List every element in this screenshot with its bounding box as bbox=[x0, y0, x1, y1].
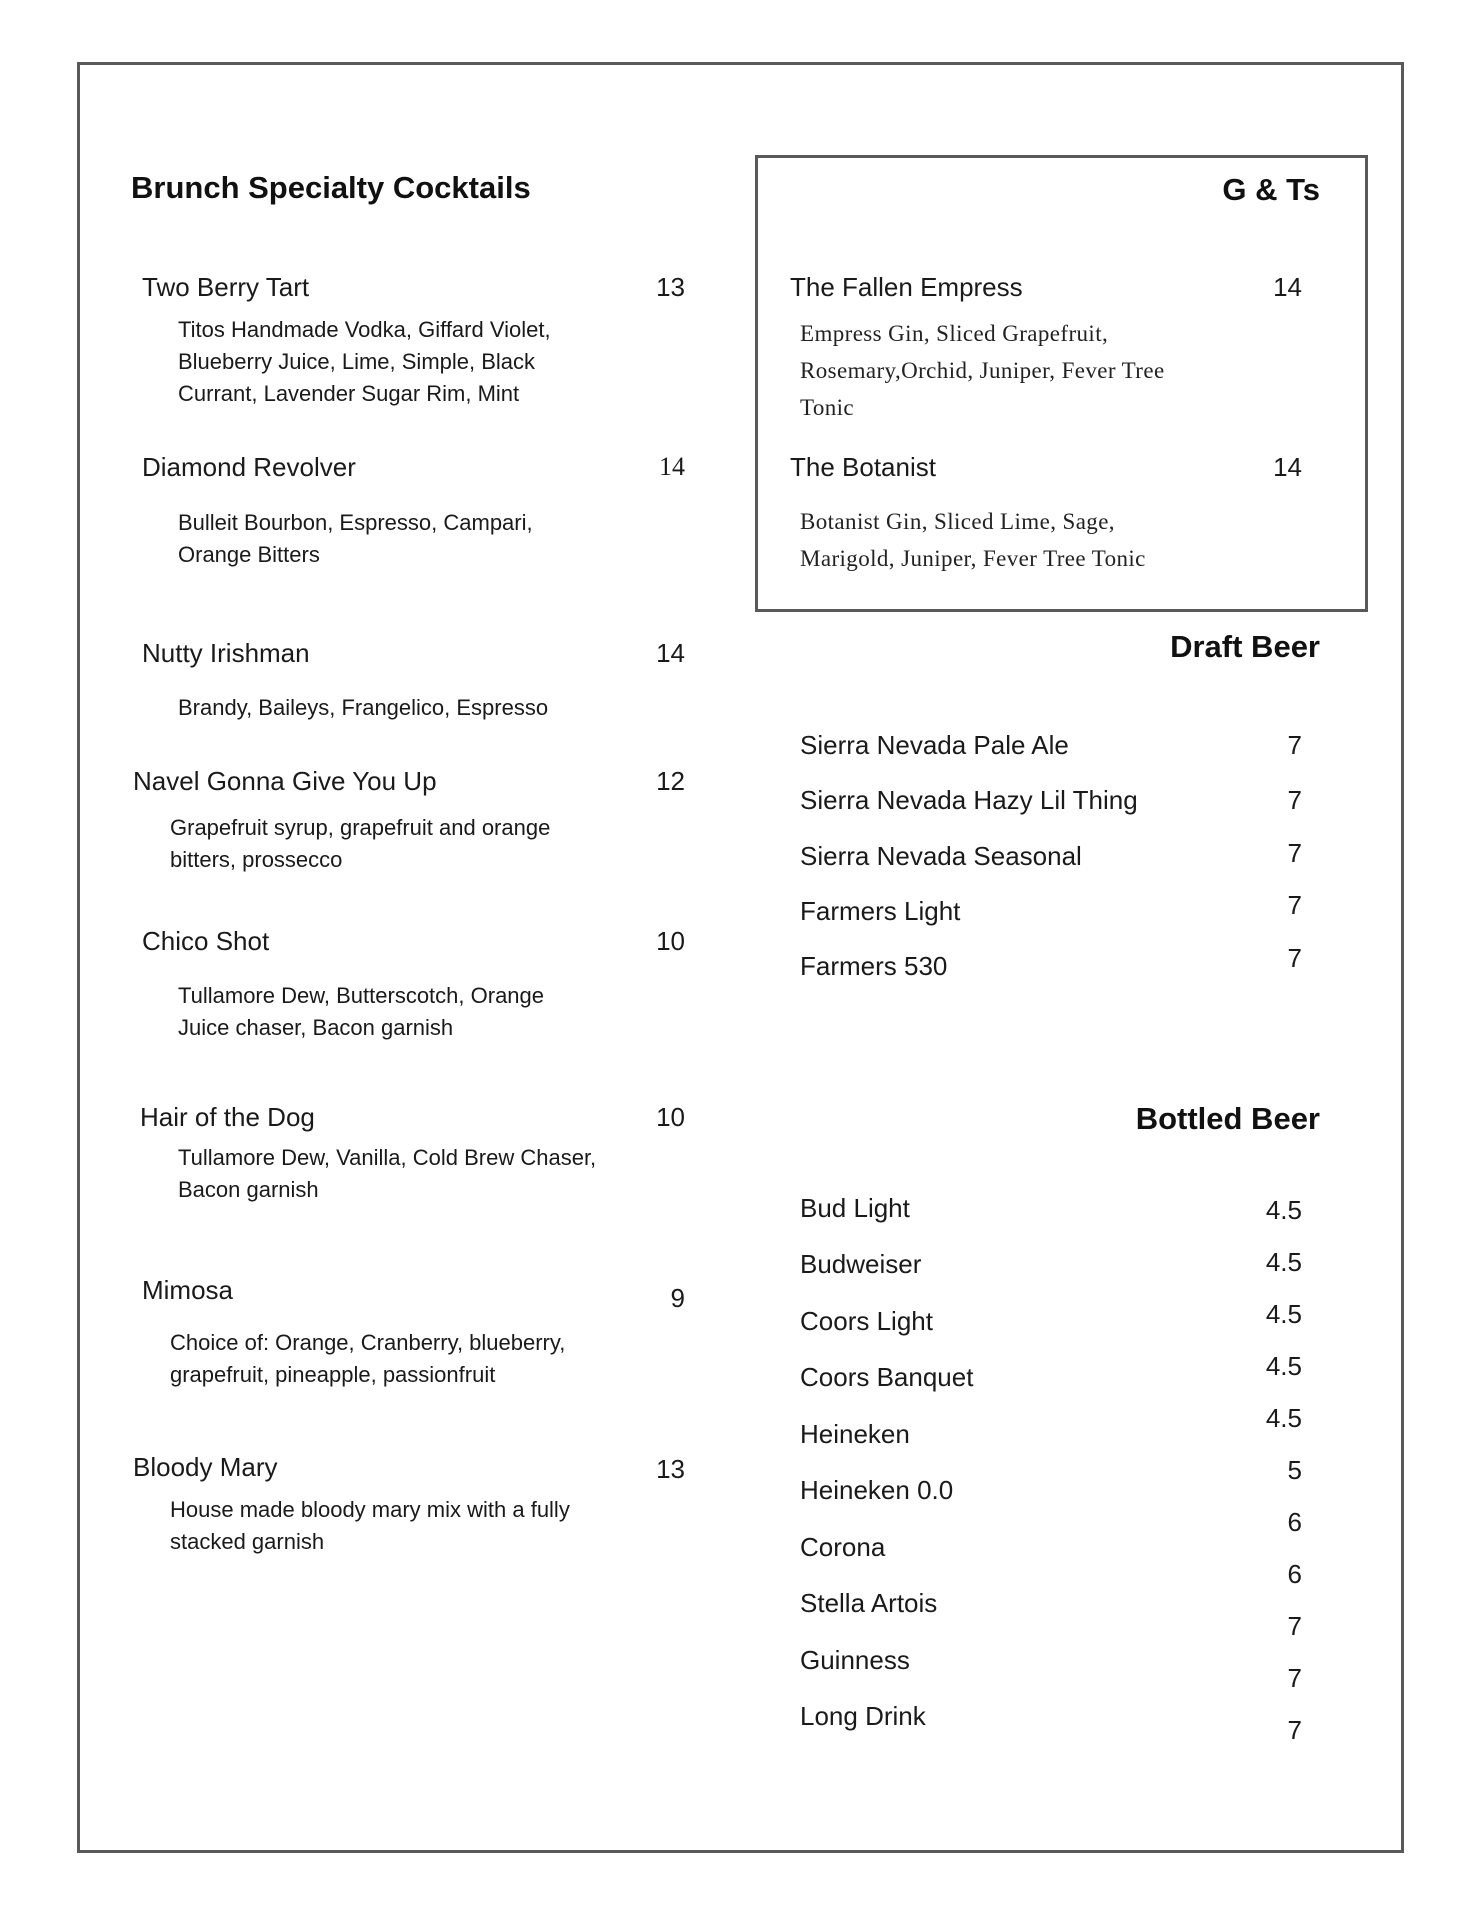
draft-beer-name: Sierra Nevada Hazy Lil Thing bbox=[800, 785, 1138, 815]
cocktail-name: Hair of the Dog bbox=[140, 1102, 315, 1132]
draft-beer-section-title: Draft Beer bbox=[1170, 629, 1320, 664]
cocktail-name: Bloody Mary bbox=[133, 1452, 278, 1482]
gt-description: Empress Gin, Sliced Grapefruit, Rosemary,Orchid, Juniper, Fever Tree Tonic bbox=[800, 321, 1165, 420]
gt-name: The Fallen Empress bbox=[790, 272, 1023, 302]
cocktail-description: Bulleit Bourbon, Espresso, Campari, Orange Bitters bbox=[178, 510, 533, 567]
cocktail-price: 14 bbox=[656, 638, 685, 668]
bottled-beer-price: 4.5 bbox=[1265, 1403, 1302, 1433]
draft-beer-price: 7 bbox=[1287, 785, 1302, 815]
cocktail-price: 12 bbox=[656, 766, 685, 796]
cocktail-price: 9 bbox=[670, 1283, 685, 1313]
cocktail-name: Mimosa bbox=[142, 1275, 234, 1305]
bottled-beer-name: Heineken 0.0 bbox=[800, 1475, 954, 1505]
cocktail-description: Brandy, Baileys, Frangelico, Espresso bbox=[178, 695, 549, 720]
cocktail-description: Grapefruit syrup, grapefruit and orange bitters, prossecco bbox=[170, 815, 551, 872]
bottled-beer-price: 7 bbox=[1287, 1715, 1302, 1745]
bottled-beer-price: 7 bbox=[1287, 1611, 1302, 1641]
bottled-beer-name: Stella Artois bbox=[800, 1588, 938, 1618]
bottled-beer-price: 7 bbox=[1287, 1663, 1302, 1693]
draft-beer-price: 7 bbox=[1287, 838, 1302, 868]
cocktails-section-title: Brunch Specialty Cocktails bbox=[131, 170, 531, 205]
gt-name: The Botanist bbox=[790, 452, 936, 482]
bottled-beer-name: Budweiser bbox=[800, 1249, 922, 1279]
cocktail-price: 10 bbox=[656, 1102, 685, 1132]
bottled-beer-price: 4.5 bbox=[1265, 1351, 1302, 1381]
cocktail-price: 13 bbox=[656, 272, 685, 302]
bottled-beer-price: 6 bbox=[1287, 1507, 1302, 1537]
draft-beer-price: 7 bbox=[1287, 890, 1302, 920]
bottled-beer-name: Bud Light bbox=[800, 1193, 910, 1223]
gt-price: 14 bbox=[1273, 272, 1302, 302]
cocktail-name: Chico Shot bbox=[142, 926, 270, 956]
bottled-beer-section-title: Bottled Beer bbox=[1135, 1101, 1320, 1136]
gt-description: Botanist Gin, Sliced Lime, Sage, Marigold, Juniper, Fever Tree Tonic bbox=[800, 509, 1146, 571]
cocktail-description: Titos Handmade Vodka, Giffard Violet, Blueberry Juice, Lime, Simple, Black Currant, Lavender Sugar Rim, Mint bbox=[178, 317, 551, 406]
cocktail-description: House made bloody mary mix with a fully stacked garnish bbox=[170, 1497, 570, 1554]
bottled-beer-price: 4.5 bbox=[1265, 1299, 1302, 1329]
bottled-beer-name: Corona bbox=[800, 1532, 886, 1562]
gt-price: 14 bbox=[1273, 452, 1302, 482]
draft-beer-name: Farmers 530 bbox=[800, 951, 948, 981]
cocktail-name: Nutty Irishman bbox=[142, 638, 310, 668]
cocktail-description: Choice of: Orange, Cranberry, blueberry, grapefruit, pineapple, passionfruit bbox=[170, 1330, 566, 1387]
cocktail-name: Two Berry Tart bbox=[142, 272, 310, 302]
cocktail-name: Navel Gonna Give You Up bbox=[133, 766, 437, 796]
cocktail-price: 13 bbox=[656, 1454, 685, 1484]
bottled-beer-name: Heineken bbox=[800, 1419, 910, 1449]
cocktail-price: 10 bbox=[656, 926, 685, 956]
bottled-beer-name: Coors Light bbox=[800, 1306, 933, 1336]
bottled-beer-name: Guinness bbox=[800, 1645, 910, 1675]
bottled-beer-price: 5 bbox=[1287, 1455, 1302, 1485]
bottled-beer-price: 4.5 bbox=[1265, 1195, 1302, 1225]
draft-beer-name: Farmers Light bbox=[800, 896, 961, 926]
draft-beer-name: Sierra Nevada Pale Ale bbox=[800, 730, 1069, 760]
cocktail-name: Diamond Revolver bbox=[142, 452, 356, 482]
bottled-beer-name: Coors Banquet bbox=[800, 1362, 974, 1392]
bottled-beer-price: 6 bbox=[1287, 1559, 1302, 1589]
cocktail-description: Tullamore Dew, Vanilla, Cold Brew Chaser, Bacon garnish bbox=[178, 1145, 597, 1202]
cocktail-description: Tullamore Dew, Butterscotch, Orange Juice chaser, Bacon garnish bbox=[178, 983, 545, 1040]
bottled-beer-price: 4.5 bbox=[1265, 1247, 1302, 1277]
bottled-beer-name: Long Drink bbox=[800, 1701, 926, 1731]
draft-beer-price: 7 bbox=[1287, 730, 1302, 760]
cocktail-price: 14 bbox=[659, 452, 685, 481]
draft-beer-price: 7 bbox=[1287, 943, 1302, 973]
draft-beer-name: Sierra Nevada Seasonal bbox=[800, 841, 1082, 871]
gts-section-title: G & Ts bbox=[1222, 172, 1320, 207]
